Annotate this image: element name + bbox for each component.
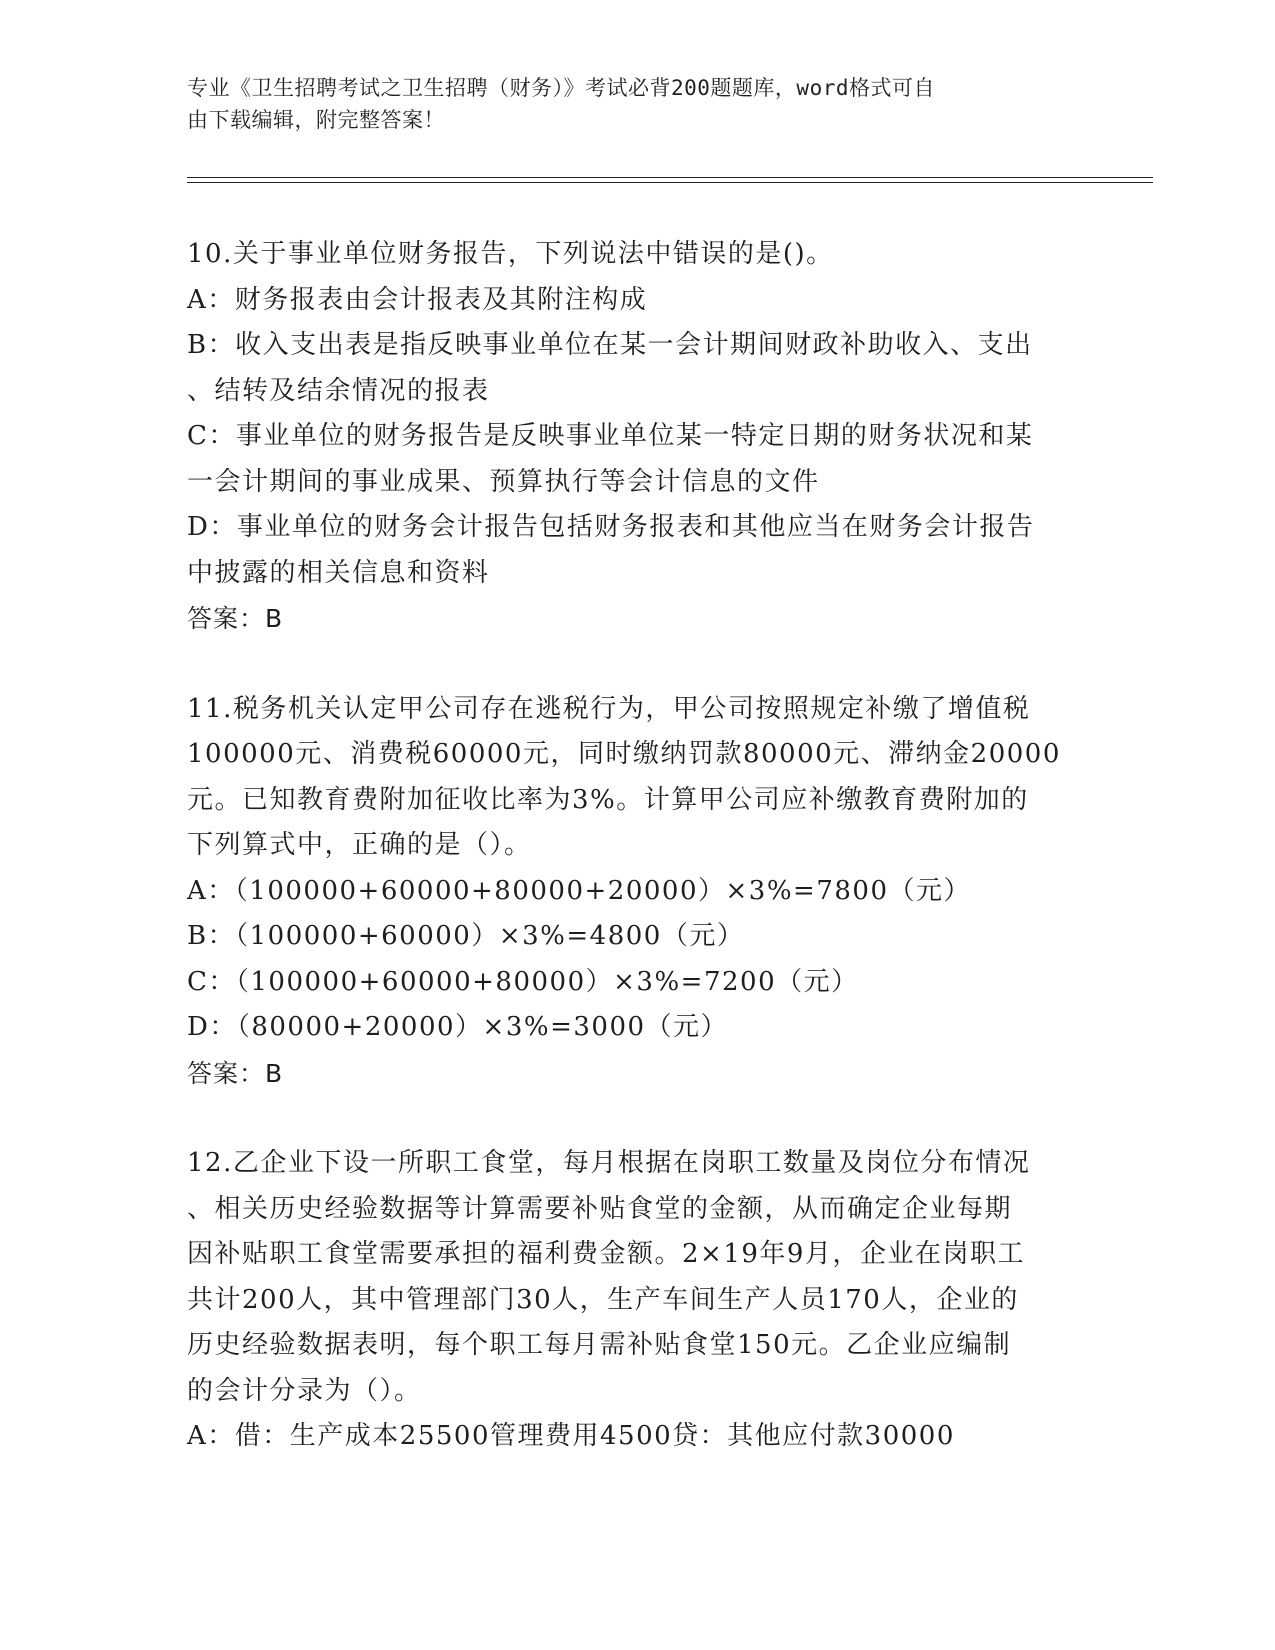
question-12	[187, 1141, 1067, 1460]
option-b: B：（100000+60000）×3%=4800（元）	[187, 921, 745, 951]
question-stem: 12.乙企业下设一所职工食堂，每月根据在岗职工数量及岗位分布情况	[187, 1148, 1031, 1178]
question-stem-cont: 的会计分录为（）。	[187, 1375, 422, 1406]
question-stem: 10.关于事业单位财务报告，下列说法中错误的是()。	[187, 239, 834, 269]
question-11	[187, 687, 1067, 1097]
option-a: A：（100000+60000+80000+20000）×3%=7800（元）	[187, 875, 971, 906]
document-header	[187, 72, 1067, 136]
question-stem-cont: 共计200人，其中管理部门30人，生产车间生产人员170人，企业的	[187, 1284, 1019, 1315]
question-list	[187, 232, 1067, 1460]
question-stem-cont: 因补贴职工食堂需要承担的福利费金额。2×19年9月，企业在岗职工	[187, 1239, 1025, 1269]
question-stem-cont: 100000元、消费税60000元，同时缴纳罚款80000元、滞纳金20000	[187, 739, 1061, 769]
answer: 答案：B	[187, 604, 284, 633]
header-line: 专业《卫生招聘考试之卫生招聘（财务）》考试必背200题题库，word格式可自	[187, 76, 935, 100]
question-stem-cont: 元。已知教育费附加征收比率为3%。计算甲公司应补缴教育费附加的	[187, 784, 1029, 815]
header-divider	[187, 182, 1153, 183]
option-c: C：（100000+60000+80000）×3%=7200（元）	[187, 966, 859, 997]
option-b-cont: 、结转及结余情况的报表	[187, 375, 490, 406]
question-stem: 11.税务机关认定甲公司存在逃税行为，甲公司按照规定补缴了增值税	[187, 693, 1031, 724]
question-10	[187, 232, 1067, 642]
option-a: A：财务报表由会计报表及其附注构成	[187, 284, 648, 315]
option-a: A：借：生产成本25500管理费用4500贷：其他应付款30000	[187, 1421, 955, 1451]
option-d: D：事业单位的财务会计报告包括财务报表和其他应当在财务会计报告	[187, 512, 1035, 542]
option-c: C：事业单位的财务报告是反映事业单位某一特定日期的财务状况和某	[187, 421, 1034, 451]
header-divider	[187, 177, 1153, 178]
option-d: D：（80000+20000）×3%=3000（元）	[187, 1012, 729, 1042]
question-stem-cont: 下列算式中，正确的是（）。	[187, 830, 532, 860]
option-b: B：收入支出表是指反映事业单位在某一会计期间财政补助收入、支出	[187, 330, 1033, 360]
option-d-cont: 中披露的相关信息和资料	[187, 557, 490, 588]
header-line: 由下载编辑，附完整答案！	[187, 108, 445, 132]
answer: 答案：B	[187, 1058, 284, 1088]
question-stem-cont: 历史经验数据表明，每个职工每月需补贴食堂150元。乙企业应编制	[187, 1330, 1012, 1360]
option-c-cont: 一会计期间的事业成果、预算执行等会计信息的文件	[187, 466, 820, 497]
question-stem-cont: 、相关历史经验数据等计算需要补贴食堂的金额，从而确定企业每期	[187, 1193, 1013, 1224]
